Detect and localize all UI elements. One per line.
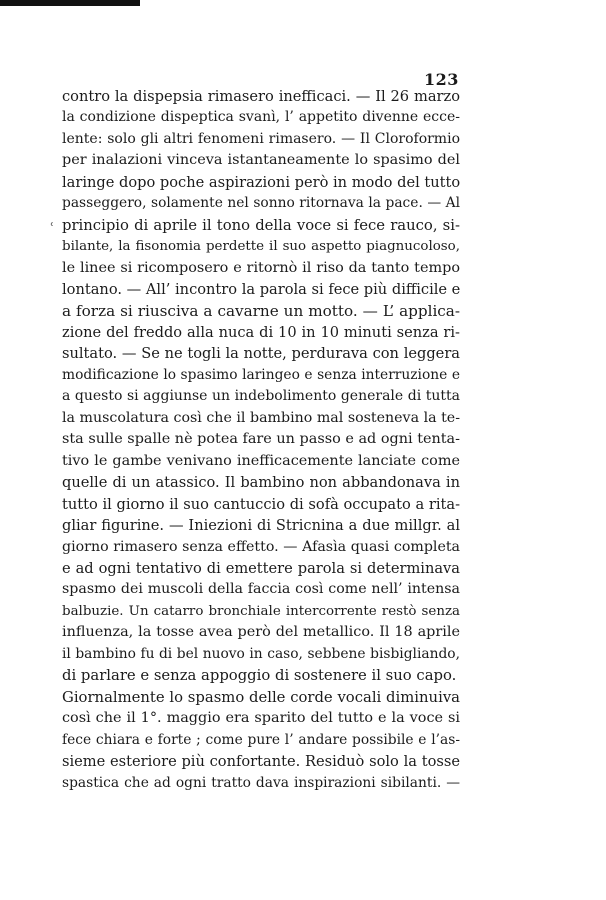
text-line: gliar figurine. — Iniezioni di Stricnina a due millgr. al: [62, 517, 460, 535]
page-number: 123: [424, 70, 459, 89]
text-line: a questo si aggiunse un indebolimento generale di tutta: [62, 388, 460, 405]
text-line: tutto il giorno il suo cantuccio di sofà occupato a rita-: [62, 495, 460, 513]
text-line: lente: solo gli altri fenomeni rimasero. — Il Cloroformio: [62, 130, 460, 147]
text-line: modificazione lo spasimo laringeo e senza interruzione e: [62, 366, 460, 383]
text-line: spastica che ad ogni tratto dava inspirazioni sibilanti. —: [62, 774, 460, 791]
text-line: la muscolatura così che il bambino mal sosteneva la te-: [62, 409, 460, 426]
text-line: principio di aprile il tono della voce si fece rauco, si-: [62, 216, 460, 234]
text-line: laringe dopo poche aspirazioni però in modo del tutto: [62, 173, 461, 191]
text-line: zione del freddo alla nuca di 10 in 10 minuti senza ri-: [62, 323, 460, 341]
text-line: le linee si ricomposero e ritornò il riso da tanto tempo: [62, 259, 460, 276]
text-line: tivo le gambe venivano inefficacemente lanciate come: [62, 452, 460, 469]
text-line: bilante, la fisonomia perdette il suo aspetto piagnucoloso,: [62, 239, 460, 255]
text-line: balbuzie. Un catarro bronchiale intercorrente restò senza: [62, 603, 460, 619]
text-line: per inalazioni vinceva istantaneamente lo spasimo del: [62, 152, 460, 169]
text-line: quelle di un atassico. Il bambino non abbandonava in: [62, 474, 460, 492]
text-line: fece chiara e forte ; come pure l’ andare possibile e l’as-: [62, 731, 460, 748]
text-line: la condizione dispeptica svanì, l’ appetito divenne ecce-: [62, 109, 460, 126]
margin-mark: ʿ: [50, 221, 55, 237]
text-line: sultato. — Se ne togli la notte, perdurava con leggera: [62, 345, 460, 363]
text-line: sta sulle spalle nè potea fare un passo e ad ogni tenta-: [62, 431, 460, 448]
text-line: influenza, la tosse avea però del metallico. Il 18 aprile: [62, 624, 460, 641]
text-line: a forza si riusciva a cavarne un motto. — L’ applica-: [62, 301, 460, 320]
text-line: così che il 1°. maggio era sparito del tutto e la voce si: [62, 710, 460, 727]
text-line: e ad ogni tentativo di emettere parola si determinava: [62, 559, 460, 577]
text-line: Giornalmente lo spasmo delle corde vocali diminuiva: [62, 688, 460, 706]
text-line: sieme esteriore più confortante. Residuò solo la tosse: [62, 753, 460, 771]
text-line: giorno rimasero senza effetto. — Afasìa quasi completa: [62, 538, 460, 555]
text-line: il bambino fu di bel nuovo in caso, sebbene bisbigliando,: [62, 645, 460, 662]
text-line: di parlare e senza appoggio di sostenere il suo capo.: [62, 667, 457, 685]
text-line: contro la dispepsia rimasero inefficaci. — Il 26 marzo: [62, 88, 460, 105]
scan-edge-bar: [0, 0, 140, 6]
text-line: spasmo dei muscoli della faccia così come nell’ intensa: [62, 581, 460, 598]
body-text: [62, 86, 460, 794]
text-line: passeggero, solamente nel sonno ritornava la pace. — Al: [62, 195, 460, 212]
text-line: lontano. — All’ incontro la parola si fece più difficile e: [62, 281, 461, 299]
